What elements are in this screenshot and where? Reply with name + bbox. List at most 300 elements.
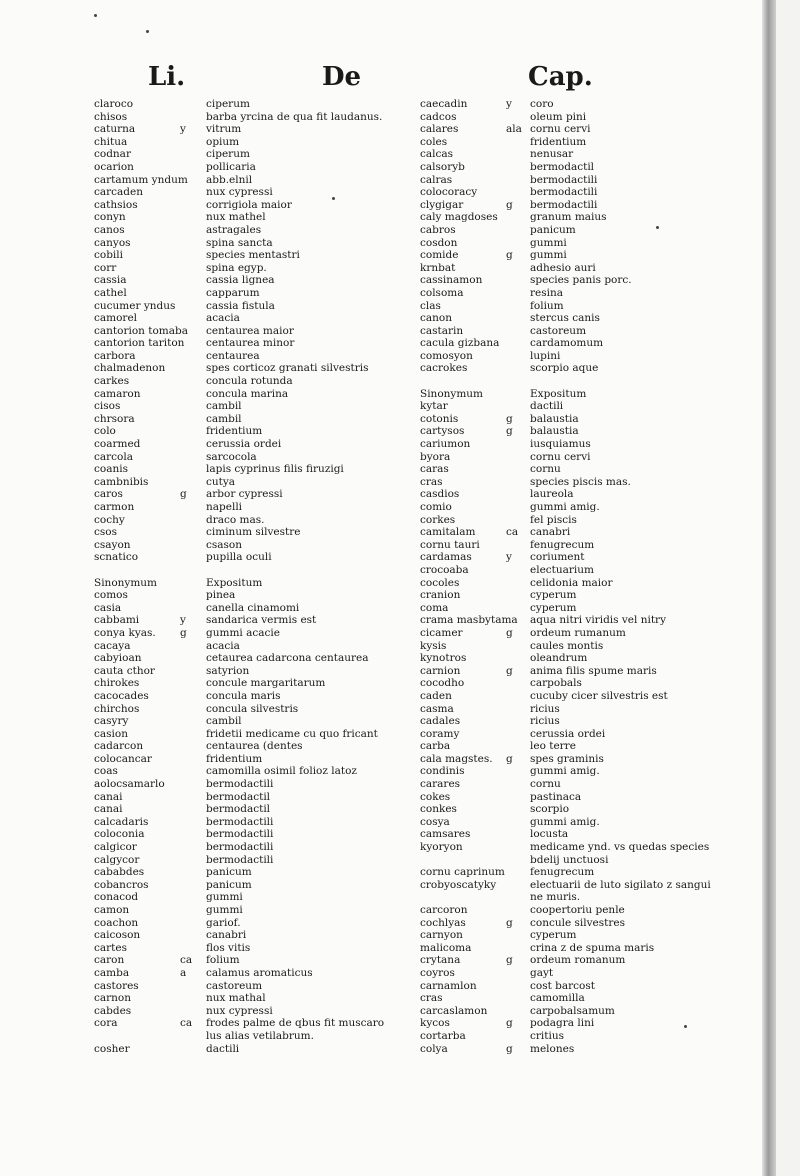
term-meaning: medicame ynd. vs quedas species (530, 841, 710, 854)
term-meaning: coopertoriu penle (530, 904, 625, 916)
term-meaning: camomilla osimil folioz latoz (206, 765, 357, 778)
glossary-line (420, 350, 725, 363)
term-meaning: ricius (530, 715, 560, 728)
glossary-line (420, 715, 725, 728)
term-meaning: acacia (206, 312, 240, 325)
term-meaning: centaurea maior (206, 324, 294, 337)
term-meaning: gummi (530, 236, 567, 249)
term-name: cosya (420, 815, 450, 828)
term-name: calares (420, 123, 459, 136)
term-meaning: species panis porc. (530, 274, 632, 287)
ink-speck (146, 30, 149, 33)
term-name: cabyioan (94, 652, 142, 665)
term-name: corr (94, 261, 117, 274)
term-name: chrsora (94, 412, 135, 425)
glossary-line (420, 728, 725, 741)
glossary-line (94, 199, 374, 212)
term-meaning: sarcocola (206, 450, 257, 463)
term-meaning: fridetii medicame cu quo fricant (206, 727, 378, 740)
glossary-line (94, 652, 374, 665)
term-name: csos (94, 526, 117, 539)
glossary-line (94, 627, 374, 640)
term-name: caros (94, 488, 123, 501)
glossary-line (94, 161, 374, 174)
glossary-line (420, 174, 725, 187)
term-meaning: centaurea (206, 349, 260, 362)
term-meaning: cornu (530, 463, 561, 476)
term-meaning: gummi amig. (530, 815, 600, 828)
glossary-line (94, 249, 374, 262)
term-name: camitalam (420, 526, 476, 539)
term-meaning: electuarii de luto sigilato z sangui (530, 878, 711, 891)
term-name: caras (420, 463, 449, 476)
term-name: casma (420, 702, 454, 715)
term-name: cariumon (420, 438, 471, 451)
term-meaning: spes corticoz granati silvestris (206, 362, 369, 375)
glossary-line (94, 287, 374, 300)
term-meaning: aqua nitri viridis vel nitry (530, 614, 667, 627)
term-meaning: concula rotunda (206, 375, 293, 388)
glossary-line (420, 211, 725, 224)
term-name: camba (94, 966, 130, 979)
term-meaning: panicum (206, 866, 252, 879)
term-meaning: cutya (206, 475, 236, 488)
term-name: cartes (94, 941, 127, 954)
term-marker: y (506, 551, 512, 564)
term-marker: g (506, 954, 513, 967)
glossary-line (420, 703, 725, 716)
term-marker: g (506, 425, 513, 438)
glossary-line (94, 841, 374, 854)
glossary-line (420, 136, 725, 149)
term-meaning: panicum (206, 878, 252, 891)
glossary-line (420, 551, 725, 564)
term-meaning: cornu cervi (530, 450, 591, 463)
term-meaning: lupini (530, 349, 561, 362)
term-meaning: cetaurea cadarcona centaurea (206, 652, 369, 665)
term-meaning: resina (530, 286, 564, 299)
term-meaning: panicum (530, 223, 576, 236)
term-meaning: calamus aromaticus (206, 966, 313, 979)
term-meaning: caules montis (530, 639, 604, 652)
glossary-line (94, 1043, 374, 1056)
term-name: cras (420, 475, 443, 488)
glossary-line (420, 1017, 725, 1030)
term-meaning: oleandrum (530, 652, 588, 665)
term-meaning: folium (206, 954, 240, 967)
term-name: cochlyas (420, 916, 466, 929)
term-name: cras (420, 992, 443, 1005)
glossary-line (420, 400, 725, 413)
term-meaning: canabri (530, 526, 571, 539)
glossary-line (420, 992, 725, 1005)
glossary-line (420, 123, 725, 136)
term-name: cokes (420, 790, 451, 803)
term-marker: ala (506, 123, 522, 136)
term-meaning: ordeum rumanum (530, 626, 626, 639)
glossary-line (94, 828, 374, 841)
glossary-line (94, 866, 374, 879)
term-name: cochy (94, 513, 125, 526)
term-meaning: concula marina (206, 387, 289, 400)
term-name: castores (94, 979, 139, 992)
term-meaning: cambil (206, 412, 242, 425)
term-name: caden (420, 689, 452, 702)
glossary-line (420, 526, 725, 539)
term-meaning: bermodactil (206, 790, 271, 803)
term-name: casyry (94, 715, 129, 728)
term-name: Sinonymum (420, 387, 484, 400)
term-name: colocancar (94, 752, 152, 765)
term-meaning: flos vitis (206, 941, 251, 954)
glossary-line (420, 954, 725, 967)
term-marker: g (506, 1017, 513, 1030)
term-marker: y (180, 123, 186, 136)
glossary-line (94, 854, 374, 867)
term-meaning: coriument (530, 551, 585, 564)
glossary-line (94, 174, 374, 187)
ink-speck (684, 1025, 687, 1028)
term-name: carba (420, 740, 451, 753)
term-name: chalmadenon (94, 362, 166, 375)
term-meaning: concula silvestris (206, 702, 299, 715)
glossary-line (94, 488, 374, 501)
term-meaning: gummi acacie (206, 626, 280, 639)
term-meaning: cambil (206, 715, 242, 728)
term-meaning: bermodactili (206, 815, 274, 828)
term-meaning: satyrion (206, 664, 250, 677)
term-name: calcas (420, 148, 454, 161)
glossary-line (94, 413, 374, 426)
term-meaning: gummi (206, 904, 243, 916)
term-name: chitua (94, 135, 128, 148)
term-meaning: oleum pini (530, 110, 587, 123)
ink-speck (94, 14, 97, 17)
term-marker: g (506, 198, 513, 211)
ink-speck (656, 226, 659, 229)
term-meaning: canabri (206, 929, 247, 942)
term-name: cartamum yndum (94, 173, 188, 186)
glossary-line (420, 337, 725, 350)
glossary-line (420, 463, 725, 476)
glossary-line (420, 514, 725, 527)
term-meaning: astragales (206, 223, 262, 236)
term-name: cathsios (94, 198, 138, 211)
glossary-line (94, 891, 374, 904)
glossary-line (420, 967, 725, 980)
glossary-line (94, 300, 374, 313)
term-name: Sinonymum (94, 576, 158, 589)
term-meaning: sandarica vermis est (206, 614, 317, 627)
term-name: cambnibis (94, 475, 149, 488)
term-meaning: fenugrecum (530, 866, 595, 879)
term-name: caturna (94, 123, 136, 136)
term-marker: y (506, 98, 512, 110)
glossary-line (94, 715, 374, 728)
term-name: calras (420, 173, 453, 186)
term-name: cobancros (94, 878, 149, 891)
term-marker: g (506, 249, 513, 262)
term-name: cornu tauri (420, 538, 480, 551)
term-name: cardamas (420, 551, 472, 564)
term-name: coma (420, 601, 449, 614)
glossary-line (94, 791, 374, 804)
term-meaning: cyperum (530, 601, 577, 614)
running-header (0, 62, 766, 98)
term-meaning: csason (206, 538, 243, 551)
term-name: coramy (420, 727, 460, 740)
term-meaning: vitrum (206, 123, 242, 136)
glossary-line (420, 312, 725, 325)
term-meaning: concule silvestres (530, 916, 625, 929)
glossary-line (94, 1017, 385, 1030)
term-meaning: lus alias vetilabrum. (206, 1029, 314, 1042)
term-name: carbora (94, 349, 136, 362)
glossary-line (420, 1043, 725, 1056)
glossary-line (94, 640, 374, 653)
page-gutter (762, 0, 776, 1176)
term-meaning: dactili (530, 400, 564, 413)
glossary-line (94, 614, 374, 627)
term-meaning: scorpio (530, 803, 570, 816)
term-meaning: bermodactili (530, 186, 598, 199)
term-name: calcadaris (94, 815, 149, 828)
glossary-line (420, 879, 725, 892)
term-name: cicamer (420, 626, 463, 639)
glossary-line (94, 778, 374, 791)
term-meaning: podagra lini (530, 1017, 595, 1030)
glossary-line (94, 703, 374, 716)
glossary-line (94, 237, 374, 250)
term-meaning: cassia fistula (206, 299, 275, 312)
glossary-line (94, 476, 374, 489)
term-name: cortarba (420, 1029, 466, 1042)
glossary-line (420, 325, 725, 338)
term-name: cadcos (420, 110, 457, 123)
term-name: aolocsamarlo (94, 778, 165, 791)
term-name: kyoryon (420, 841, 463, 854)
glossary-line (94, 211, 374, 224)
term-meaning: fridentium (206, 752, 263, 765)
term-meaning: critius (530, 1029, 564, 1042)
glossary-line (94, 602, 374, 615)
glossary-line (94, 665, 374, 678)
term-meaning: gummi (206, 891, 243, 904)
term-name: csayon (94, 538, 131, 551)
term-meaning: pupilla oculi (206, 551, 272, 564)
term-meaning: bdelij unctuosi (530, 853, 609, 866)
term-meaning: cucuby cicer silvestris est (530, 689, 668, 702)
term-name: carmon (94, 501, 135, 513)
ink-speck (332, 197, 335, 200)
term-name: corkes (420, 513, 456, 526)
term-name: cocoles (420, 576, 460, 589)
term-name: scnatico (94, 551, 139, 564)
glossary-line (420, 816, 725, 829)
term-name: camorel (94, 312, 138, 325)
header-center: De (322, 62, 362, 92)
glossary-line (420, 362, 725, 375)
term-meaning: barba yrcina de qua fit laudanus. (206, 110, 383, 123)
term-name: cacrokes (420, 362, 468, 375)
term-meaning: iusquiamus (530, 438, 591, 451)
glossary-line (94, 350, 374, 363)
term-marker: g (506, 752, 513, 765)
glossary-line (420, 262, 725, 275)
glossary-line (420, 161, 725, 174)
term-name: colya (420, 1042, 448, 1055)
term-name: caly magdoses (420, 211, 498, 224)
term-meaning: folium (530, 299, 564, 312)
term-meaning: anima filis spume maris (530, 664, 657, 677)
term-meaning: draco mas. (206, 513, 265, 526)
glossary-line (94, 577, 374, 590)
term-name: cocodho (420, 677, 465, 690)
term-name: cosdon (420, 236, 458, 249)
glossary-line (420, 589, 725, 602)
term-meaning: fridentium (530, 135, 587, 148)
glossary-line (420, 627, 725, 640)
glossary-line (420, 1005, 725, 1018)
glossary-line (94, 438, 374, 451)
term-name: crama masbytama (420, 614, 518, 627)
glossary-line (94, 514, 374, 527)
term-name: coles (420, 135, 448, 148)
term-meaning: gummi amig. (530, 501, 600, 513)
glossary-line (420, 866, 725, 879)
glossary-line (94, 388, 374, 401)
term-name: cucumer yndus (94, 299, 176, 312)
term-name: coarmed (94, 438, 141, 451)
term-name: cabros (420, 223, 456, 236)
term-meaning: spes graminis (530, 752, 604, 765)
term-name: coyros (420, 966, 455, 979)
term-name: cobili (94, 249, 123, 262)
term-name: clas (420, 299, 441, 312)
glossary-line (94, 337, 374, 350)
glossary-line (94, 526, 374, 539)
term-meaning: laureola (530, 488, 574, 501)
glossary-line (420, 300, 725, 313)
term-meaning: electuarium (530, 563, 595, 576)
term-meaning: castoreum (206, 979, 263, 992)
term-name: cauta cthor (94, 664, 155, 677)
glossary-line (94, 262, 374, 275)
term-name: coanis (94, 463, 128, 476)
term-meaning: bermodactili (530, 173, 598, 186)
glossary-line (94, 224, 374, 237)
term-name: calsoryb (420, 160, 465, 173)
facing-page-edge (776, 0, 800, 1176)
glossary-line (94, 564, 374, 577)
term-marker: g (180, 626, 187, 639)
glossary-line (420, 980, 725, 993)
glossary-line (420, 640, 725, 653)
glossary-line (94, 451, 374, 464)
term-name: carcola (94, 450, 133, 463)
term-meaning: bermodactil (206, 803, 271, 816)
left-glossary-column (94, 98, 385, 1055)
term-name: kysis (420, 639, 447, 652)
term-marker: ca (180, 954, 193, 967)
term-name: castarin (420, 324, 464, 337)
term-meaning: cost barcost (530, 979, 595, 992)
term-meaning: bermodactili (206, 841, 274, 854)
term-meaning: granum maius (530, 211, 607, 224)
term-name: carcaslamon (420, 1004, 488, 1017)
term-meaning: pinea (206, 589, 236, 602)
glossary-line (420, 237, 725, 250)
glossary-line (420, 438, 725, 451)
term-name: coas (94, 765, 118, 778)
term-name: crobyoscatyky (420, 878, 497, 891)
term-name: codnar (94, 148, 131, 161)
glossary-line (420, 778, 725, 791)
term-name: carnyon (420, 929, 463, 942)
term-meaning: concule margaritarum (206, 677, 326, 690)
term-name: cisos (94, 400, 121, 413)
term-name: cacocades (94, 689, 149, 702)
term-name: camaron (94, 387, 141, 400)
term-meaning: carpobals (530, 677, 582, 690)
glossary-line (94, 879, 374, 892)
term-name: carnion (420, 664, 461, 677)
term-name: cala magstes. (420, 752, 493, 765)
glossary-line (94, 690, 374, 703)
term-name: colocoracy (420, 186, 478, 199)
term-meaning: pastinaca (530, 790, 582, 803)
term-meaning: ciminum silvestre (206, 526, 301, 539)
term-meaning: bermodactili (206, 778, 274, 791)
term-marker: ca (180, 1017, 193, 1030)
glossary-line (420, 929, 725, 942)
glossary-line (420, 791, 725, 804)
term-meaning: ciperum (206, 98, 250, 110)
term-name: cathel (94, 286, 127, 299)
term-name: canai (94, 803, 123, 816)
term-name: calgycor (94, 853, 140, 866)
term-meaning: cambil (206, 400, 242, 413)
term-name: casdios (420, 488, 460, 501)
term-meaning: nux mathal (206, 992, 266, 1005)
term-meaning: Expositum (206, 576, 263, 589)
term-name: coloconia (94, 828, 145, 841)
term-marker: g (180, 488, 187, 501)
glossary-line (94, 803, 374, 816)
term-name: carkes (94, 375, 130, 388)
glossary-line (94, 148, 374, 161)
term-meaning: carpobalsamum (530, 1004, 615, 1017)
term-name: caecadin (420, 98, 468, 110)
term-name: conyn (94, 211, 126, 224)
term-meaning: nenusar (530, 148, 574, 161)
term-meaning: species mentastri (206, 249, 300, 262)
glossary-line (420, 501, 725, 514)
term-name: comide (420, 249, 459, 262)
glossary-line (94, 400, 374, 413)
glossary-line (94, 539, 374, 552)
glossary-line (420, 274, 725, 287)
term-meaning: cyperum (530, 929, 577, 942)
glossary-line (420, 942, 725, 955)
glossary-line (420, 413, 725, 426)
glossary-line (94, 110, 383, 124)
term-meaning: locusta (530, 828, 569, 841)
term-meaning: cyperum (530, 589, 577, 602)
term-name: cotonis (420, 412, 459, 425)
term-name: caicoson (94, 929, 141, 942)
term-name: cornu caprinum (420, 866, 505, 879)
